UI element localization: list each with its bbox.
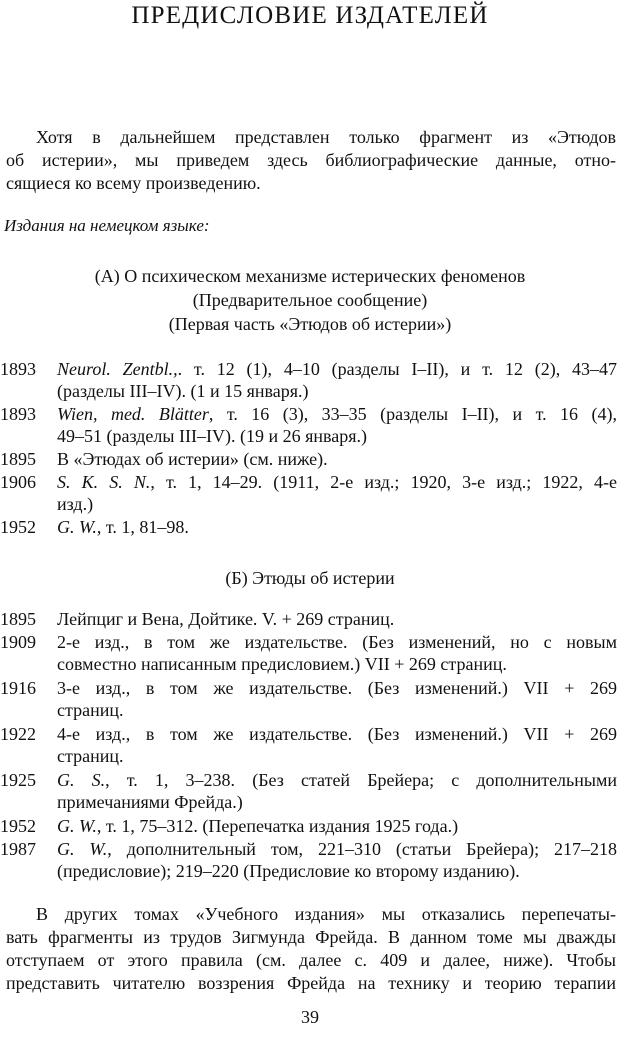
closing-line: представить читателю воззрения Фрейда на технику и теорию терапии (6, 973, 616, 993)
entry-source: Neurol. Zentbl., (57, 359, 178, 379)
page-title: ПРЕДИСЛОВИЕ ИЗДАТЕЛЕЙ (131, 2, 489, 29)
entry-text: . т. 12 (1), 4–10 (разделы I–II), и т. 12 (2), 43–47 (177, 359, 617, 379)
closing-paragraph (6, 903, 616, 995)
entry-year: 1906 (0, 472, 36, 492)
entry-year: 1895 (0, 609, 36, 629)
entry-text: Лейпциг и Вена, Дойтике. V. + 269 страниц. (57, 609, 395, 629)
entry-year: 1909 (0, 632, 36, 652)
entry-source: G. W. (57, 839, 108, 859)
entry-text: изд.) (57, 494, 94, 514)
section-a-heading (0, 264, 620, 336)
entry-year: 1987 (0, 839, 36, 859)
entry-year: 1916 (0, 678, 36, 698)
section-a-line: (А) О психическом механизме истерических феноменов (94, 266, 526, 286)
entry-year: 1893 (0, 359, 36, 379)
entry-source: G. W. (57, 517, 97, 537)
german-editions-heading: Издания на немецком языке: (4, 216, 210, 235)
entry-text: , т. 1, 3–238. (Без статей Брейера; с дополнительными (105, 770, 617, 790)
intro-line: об истерии», мы приведем здесь библиографические данные, отно- (6, 150, 616, 170)
entry-year: 1922 (0, 724, 36, 744)
intro-paragraph (6, 126, 616, 195)
closing-line: вать фрагменты из трудов Зигмунда Фрейда. В данном томе мы дважды (6, 927, 616, 947)
page-number: 39 (301, 1007, 319, 1027)
entry-year: 1952 (0, 517, 36, 537)
section-b-heading (0, 566, 620, 590)
entry-text: 49–51 (разделы III–IV). (19 и 26 января.) (57, 426, 368, 446)
section-a-line: (Предварительное сообщение) (192, 290, 428, 310)
entry-text: 3-е изд., в том же издательстве. (Без изменений.) VII + 269 (57, 678, 617, 698)
entry-text: , дополнительный том, 221–310 (статьи Брейера); 217–218 (107, 839, 617, 859)
entry-text: страниц. (57, 746, 124, 766)
entry-text: 2-е изд., в том же издательстве. (Без изменений, но с новым (57, 632, 617, 652)
intro-line: Хотя в дальнейшем представлен только фрагмент из «Этюдов (36, 127, 616, 147)
entry-text: , т. 16 (3), 33–35 (разделы I–II), и т. 16 (4), (208, 404, 617, 424)
entry-text: , т. 1, 75–312. (Перепечатка издания 1925 года.) (96, 816, 459, 836)
entry-text: , т. 1, 81–98. (96, 517, 189, 537)
entry-text: страниц. (57, 700, 124, 720)
entry-text: В «Этюдах об истерии» (см. ниже). (57, 449, 328, 469)
entry-source: Wien, med. Blätter (57, 404, 209, 424)
entry-source: S. K. S. N. (57, 472, 151, 492)
entry-text: (разделы III–IV). (1 и 15 января.) (57, 381, 309, 401)
entry-source: G. S. (57, 770, 106, 790)
section-b-line: (Б) Этюды об истерии (225, 568, 395, 588)
entry-text: совместно написанным предисловием.) VII + 269 страниц. (57, 654, 507, 674)
entry-text: (предисловие); 219–220 (Предисловие ко второму изданию). (57, 861, 520, 881)
entry-text: примечаниями Фрейда.) (57, 792, 243, 812)
entry-text: , т. 1, 14–29. (1911, 2-е изд.; 1920, 3-е изд.; 1922, 4-е (150, 472, 617, 492)
closing-line: В других томах «Учебного издания» мы отказались перепечаты- (36, 904, 616, 924)
entry-year: 1895 (0, 449, 36, 469)
entry-year: 1952 (0, 816, 36, 836)
closing-line: отступаем от этого правила (см. далее с. 409 и далее, ниже). Чтобы (6, 950, 616, 970)
section-a-line: (Первая часть «Этюдов об истерии») (168, 314, 452, 334)
entry-year: 1893 (0, 404, 36, 424)
entry-source: G. W. (57, 816, 97, 836)
entry-text: 4-е изд., в том же издательстве. (Без изменений.) VII + 269 (57, 724, 617, 744)
entry-year: 1925 (0, 770, 36, 790)
intro-line: сящиеся ко всему произведению. (6, 173, 261, 193)
